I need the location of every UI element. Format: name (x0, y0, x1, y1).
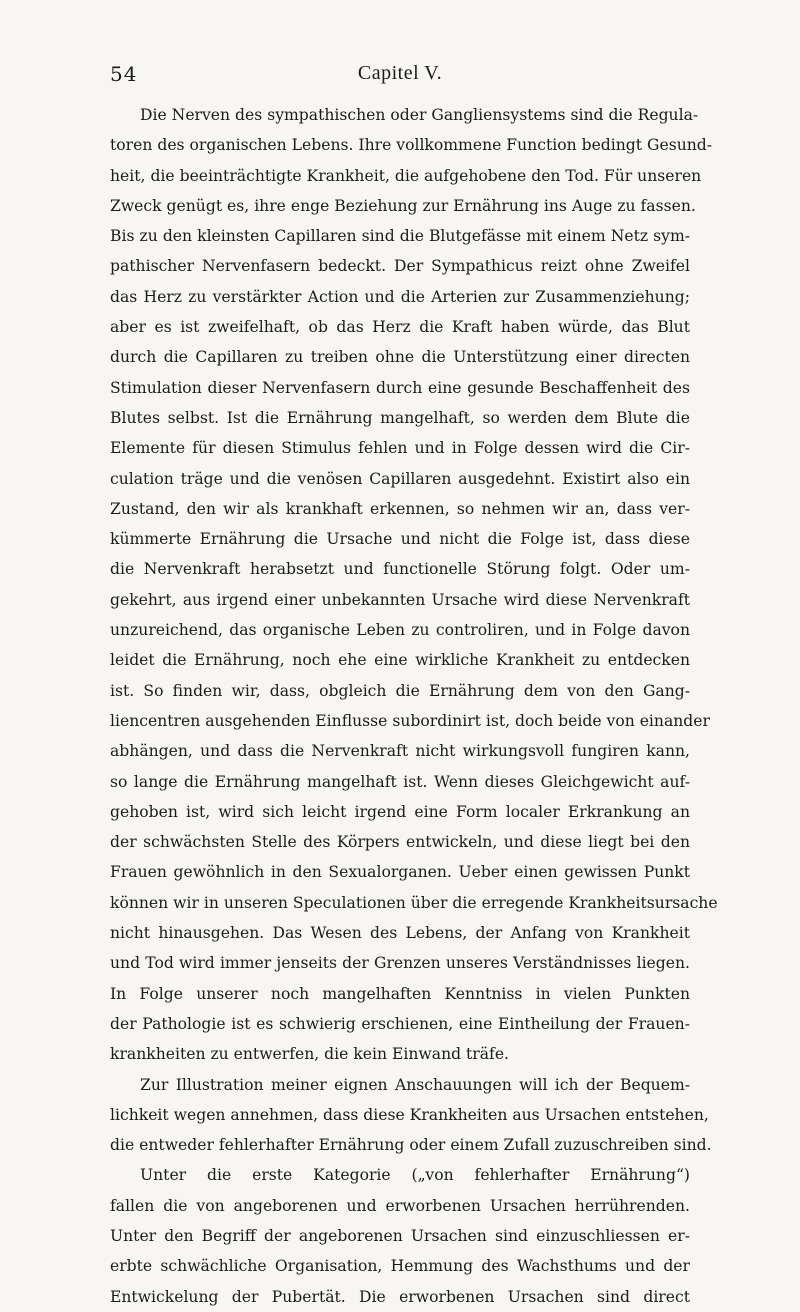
text-line: nicht hinausgehen. Das Wesen des Lebens, der Anfang von Krankheit (110, 924, 690, 943)
text-line: Elemente für diesen Stimulus fehlen und in Folge dessen wird die Cir- (110, 439, 690, 458)
text-line: Zweck genügt es, ihre enge Beziehung zur Ernährung ins Auge zu fassen. (110, 196, 696, 215)
text-line: Stimulation dieser Nervenfasern durch eine gesunde Beschaffenheit des (110, 378, 690, 397)
text-line: toren des organischen Lebens. Ihre vollkommene Function bedingt Gesund- (110, 136, 713, 155)
text-line: krankheiten zu entwerfen, die kein Einwand träfe. (110, 1045, 510, 1064)
text-line: Bis zu den kleinsten Capillaren sind die Blutgefässe mit einem Netz sym- (110, 227, 690, 246)
text-line: lichkeit wegen annehmen, dass diese Krankheiten aus Ursachen entstehen, (110, 1105, 709, 1124)
text-line: liencentren ausgehenden Einflusse subordinirt ist, doch beide von einander (110, 711, 710, 730)
text-line: können wir in unseren Speculationen über die erregende Krankheitsursache (110, 893, 718, 912)
text-line: In Folge unserer noch mangelhaften Kenntniss in vielen Punkten (110, 984, 690, 1003)
text-line: aber es ist zweifelhaft, ob das Herz die Kraft haben würde, das Blut (110, 318, 690, 337)
text-line: die entweder fehlerhafter Ernährung oder einem Zufall zuzuschreiben sind. (110, 1136, 712, 1155)
text-line: der schwächsten Stelle des Körpers entwickeln, und diese liegt bei den (110, 833, 690, 852)
text-line: gehoben ist, wird sich leicht irgend eine Form localer Erkrankung an (110, 802, 690, 821)
text-line: Die Nerven des sympathischen oder Gangliensystems sind die Regula- (140, 106, 699, 124)
text-line: abhängen, und dass die Nervenkraft nicht wirkungsvoll fungiren kann, (110, 742, 690, 761)
text-line: das Herz zu verstärkter Action und die Arterien zur Zusammenziehung; (110, 287, 690, 306)
text-line: kümmerte Ernährung die Ursache und nicht die Folge ist, dass diese (110, 530, 690, 549)
body-text (110, 100, 718, 1312)
text-line: Zustand, den wir als krankhaft erkennen, so nehmen wir an, dass ver- (110, 499, 690, 518)
text-line: fallen die von angeborenen und erworbenen Ursachen herrührenden. (110, 1196, 690, 1215)
text-line: Unter den Begriff der angeborenen Ursachen sind einzuschliessen er- (110, 1226, 690, 1245)
text-line: Frauen gewöhnlich in den Sexualorganen. Ueber einen gewissen Punkt (110, 863, 690, 882)
text-line: pathischer Nervenfasern bedeckt. Der Sympathicus reizt ohne Zweifel (110, 257, 690, 276)
chapter-title: Capitel V. (357, 62, 443, 84)
text-line: die Nervenkraft herabsetzt und functionelle Störung folgt. Oder um- (110, 560, 690, 579)
running-head (110, 62, 690, 86)
text-line: Entwickelung der Pubertät. Die erworbenen Ursachen sind direct (110, 1287, 690, 1306)
text-line: erbte schwächliche Organisation, Hemmung des Wachsthums und der (110, 1257, 690, 1276)
text-line: Blutes selbst. Ist die Ernährung mangelhaft, so werden dem Blute die (110, 408, 690, 427)
text-line: so lange die Ernährung mangelhaft ist. Wenn dieses Gleichgewicht auf- (110, 772, 690, 791)
text-line: der Pathologie ist es schwierig erschienen, eine Eintheilung der Frauen- (110, 1014, 690, 1033)
text-line: culation träge und die venösen Capillaren ausgedehnt. Existirt also ein (110, 469, 690, 488)
text-line: Zur Illustration meiner eignen Anschauungen will ich der Bequem- (140, 1075, 690, 1094)
text-line: heit, die beeinträchtigte Krankheit, die aufgehobene den Tod. Für unseren (110, 166, 702, 185)
text-line: gekehrt, aus irgend einer unbekannten Ursache wird diese Nervenkraft (110, 590, 690, 609)
text-line: Unter die erste Kategorie („von fehlerhafter Ernährung“) (140, 1166, 690, 1185)
text-line: unzureichend, das organische Leben zu controliren, und in Folge davon (110, 621, 690, 640)
text-line: leidet die Ernährung, noch ehe eine wirkliche Krankheit zu entdecken (110, 651, 690, 670)
text-line: durch die Capillaren zu treiben ohne die Unterstützung einer directen (110, 348, 690, 367)
text-line: und Tod wird immer jenseits der Grenzen unseres Verständnisses liegen. (110, 954, 690, 973)
page-number: 54 (110, 62, 138, 86)
text-line: ist. So finden wir, dass, obgleich die Ernährung dem von den Gang- (110, 681, 690, 700)
